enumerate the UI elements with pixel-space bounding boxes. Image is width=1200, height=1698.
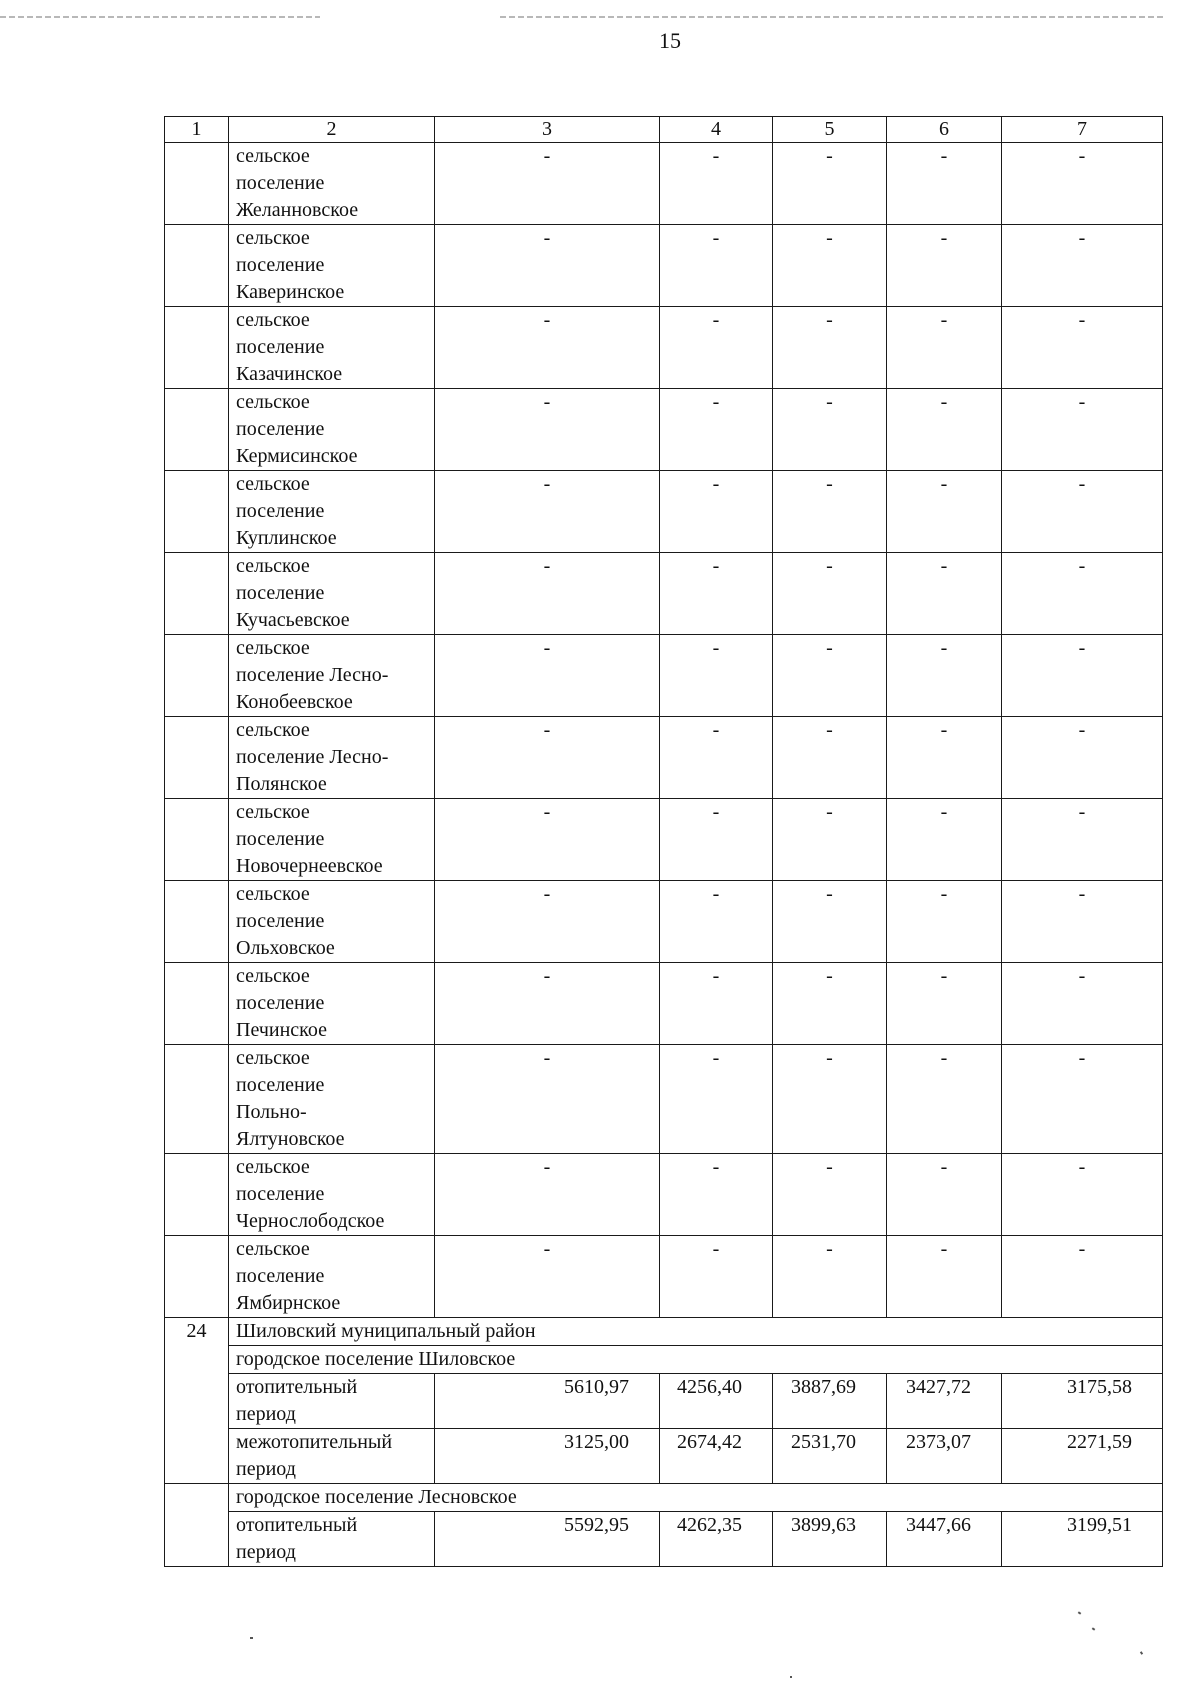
scan-speck <box>790 1676 792 1678</box>
settlement-row <box>165 635 1163 717</box>
settlement-name-cell <box>229 1045 435 1154</box>
page-number: 15 <box>659 28 681 53</box>
name-line: сельское <box>236 719 310 741</box>
name-line: Ялтуновское <box>236 1128 345 1150</box>
name-line: сельское <box>236 1238 310 1260</box>
name-line: поселение <box>236 500 325 522</box>
name-line: поселение Лесно- <box>236 664 389 686</box>
town-title-cell: городское поселение Шиловское <box>229 1346 1163 1374</box>
value-cell: - <box>887 225 1002 307</box>
row-number-cell <box>165 471 229 553</box>
row-number-cell <box>165 1236 229 1318</box>
value-cell: - <box>887 553 1002 635</box>
settlement-row <box>165 553 1163 635</box>
name-line: поселение <box>236 582 325 604</box>
tariff-value-cell: 3899,63 <box>773 1512 887 1567</box>
name-line: сельское <box>236 1047 310 1069</box>
name-line: Конобеевское <box>236 691 353 713</box>
name-line: Желанновское <box>236 199 359 221</box>
heating-period-row <box>165 1374 1163 1429</box>
value-cell: - <box>1002 881 1163 963</box>
row-number-cell <box>165 389 229 471</box>
name-line: Чернослободское <box>236 1210 385 1232</box>
value-cell: - <box>435 881 660 963</box>
settlement-row <box>165 881 1163 963</box>
tariff-value-cell: 3427,72 <box>887 1374 1002 1429</box>
name-line: поселение <box>236 910 325 932</box>
settlement-row <box>165 717 1163 799</box>
tariff-value-cell: 3887,69 <box>773 1374 887 1429</box>
value-cell: - <box>773 553 887 635</box>
value-cell: - <box>1002 143 1163 225</box>
tariff-value-cell: 4256,40 <box>660 1374 773 1429</box>
name-line: сельское <box>236 555 310 577</box>
value-cell: - <box>435 717 660 799</box>
name-line: Полянское <box>236 773 327 795</box>
tariff-value-cell: 5610,97 <box>435 1374 660 1429</box>
name-line: сельское <box>236 1156 310 1178</box>
value-cell: - <box>773 471 887 553</box>
name-line: сельское <box>236 965 310 987</box>
value-cell: - <box>660 553 773 635</box>
header-row <box>165 117 1163 143</box>
value-cell: - <box>773 143 887 225</box>
name-line: поселение Лесно- <box>236 746 389 768</box>
name-line: сельское <box>236 801 310 823</box>
name-line: поселение <box>236 828 325 850</box>
name-line: поселение <box>236 1183 325 1205</box>
settlement-name-cell <box>229 963 435 1045</box>
name-line: отопительный <box>236 1514 358 1536</box>
tariff-value-cell: 2674,42 <box>660 1429 773 1484</box>
tariff-value-cell: 5592,95 <box>435 1512 660 1567</box>
value-cell: - <box>773 717 887 799</box>
row-number-cell <box>165 1484 229 1567</box>
value-cell: - <box>660 225 773 307</box>
tariff-value-cell: 3125,00 <box>435 1429 660 1484</box>
value-cell: - <box>887 471 1002 553</box>
name-line: сельское <box>236 883 310 905</box>
name-line: Каверинское <box>236 281 345 303</box>
name-line: период <box>236 1458 296 1480</box>
settlement-name-cell <box>229 1154 435 1236</box>
name-line: Казачинское <box>236 363 343 385</box>
tariff-value-cell: 2373,07 <box>887 1429 1002 1484</box>
town-title-row <box>165 1484 1163 1512</box>
value-cell: - <box>1002 799 1163 881</box>
settlement-name-cell <box>229 553 435 635</box>
tariff-value-cell: 3175,58 <box>1002 1374 1163 1429</box>
value-cell: - <box>887 307 1002 389</box>
row-number-cell <box>165 1154 229 1236</box>
value-cell: - <box>660 717 773 799</box>
settlement-name-cell <box>229 717 435 799</box>
value-cell: - <box>435 799 660 881</box>
name-line: сельское <box>236 145 310 167</box>
settlement-name-cell <box>229 1236 435 1318</box>
value-cell: - <box>1002 389 1163 471</box>
settlement-row <box>165 1236 1163 1318</box>
value-cell: - <box>435 635 660 717</box>
value-cell: - <box>887 1045 1002 1154</box>
row-number-cell <box>165 881 229 963</box>
value-cell: - <box>773 389 887 471</box>
name-line: отопительный <box>236 1376 358 1398</box>
settlement-row <box>165 143 1163 225</box>
row-number-cell <box>165 1045 229 1154</box>
scan-speck <box>1092 1627 1096 1630</box>
name-line: поселение <box>236 418 325 440</box>
tariff-value-cell: 2531,70 <box>773 1429 887 1484</box>
header-cell: 3 <box>435 117 660 143</box>
value-cell: - <box>773 1154 887 1236</box>
value-cell: - <box>1002 1154 1163 1236</box>
settlement-row <box>165 307 1163 389</box>
value-cell: - <box>660 471 773 553</box>
period-name-cell <box>229 1429 435 1484</box>
tariff-value-cell: 4262,35 <box>660 1512 773 1567</box>
name-line: сельское <box>236 227 310 249</box>
value-cell: - <box>773 1236 887 1318</box>
period-name-cell <box>229 1512 435 1567</box>
value-cell: - <box>435 1236 660 1318</box>
value-cell: - <box>660 307 773 389</box>
value-cell: - <box>435 143 660 225</box>
name-line: Ямбирнское <box>236 1292 341 1314</box>
value-cell: - <box>887 799 1002 881</box>
row-number-cell <box>165 635 229 717</box>
name-line: Польно- <box>236 1101 307 1123</box>
name-line: сельское <box>236 391 310 413</box>
value-cell: - <box>887 717 1002 799</box>
name-line: Кермисинское <box>236 445 358 467</box>
value-cell: - <box>660 635 773 717</box>
name-line: Куплинское <box>236 527 337 549</box>
name-line: период <box>236 1403 296 1425</box>
scan-speck <box>1078 1611 1082 1614</box>
settlement-name-cell <box>229 799 435 881</box>
settlement-name-cell <box>229 881 435 963</box>
value-cell: - <box>773 307 887 389</box>
scan-edge-left <box>0 16 320 18</box>
settlement-row <box>165 799 1163 881</box>
value-cell: - <box>660 1045 773 1154</box>
name-line: поселение <box>236 336 325 358</box>
value-cell: - <box>660 389 773 471</box>
value-cell: - <box>773 1045 887 1154</box>
name-line: межотопительный <box>236 1431 393 1453</box>
row-number-cell <box>165 717 229 799</box>
value-cell: - <box>887 635 1002 717</box>
value-cell: - <box>435 553 660 635</box>
value-cell: - <box>1002 635 1163 717</box>
name-line: сельское <box>236 637 310 659</box>
value-cell: - <box>887 143 1002 225</box>
name-line: сельское <box>236 309 310 331</box>
value-cell: - <box>773 881 887 963</box>
value-cell: - <box>660 1154 773 1236</box>
district-name-cell: Шиловский муниципальный район <box>229 1318 1163 1346</box>
town-title-row <box>165 1346 1163 1374</box>
settlement-row <box>165 1154 1163 1236</box>
name-line: поселение <box>236 1265 325 1287</box>
name-line: Кучасьевское <box>236 609 350 631</box>
row-number-cell <box>165 225 229 307</box>
period-name-cell <box>229 1374 435 1429</box>
value-cell: - <box>435 963 660 1045</box>
header-cell: 6 <box>887 117 1002 143</box>
value-cell: - <box>1002 1045 1163 1154</box>
value-cell: - <box>887 1236 1002 1318</box>
settlement-name-cell <box>229 635 435 717</box>
name-line: сельское <box>236 473 310 495</box>
name-line: Новочернеевское <box>236 855 383 877</box>
value-cell: - <box>660 799 773 881</box>
value-cell: - <box>435 471 660 553</box>
settlement-name-cell <box>229 389 435 471</box>
value-cell: - <box>887 1154 1002 1236</box>
row-number-cell <box>165 307 229 389</box>
name-line: Ольховское <box>236 937 335 959</box>
value-cell: - <box>1002 717 1163 799</box>
row-number-cell <box>165 553 229 635</box>
tariff-table <box>164 116 1163 1567</box>
value-cell: - <box>660 963 773 1045</box>
settlement-name-cell <box>229 307 435 389</box>
district-number-cell: 24 <box>165 1318 229 1484</box>
value-cell: - <box>887 881 1002 963</box>
district-row <box>165 1318 1163 1346</box>
header-cell: 7 <box>1002 117 1163 143</box>
settlement-row <box>165 389 1163 471</box>
value-cell: - <box>660 881 773 963</box>
heating-period-row <box>165 1512 1163 1567</box>
value-cell: - <box>773 225 887 307</box>
scan-speck <box>250 1637 253 1639</box>
name-line: поселение <box>236 992 325 1014</box>
tariff-value-cell: 2271,59 <box>1002 1429 1163 1484</box>
value-cell: - <box>435 225 660 307</box>
settlement-row <box>165 471 1163 553</box>
town-title-cell: городское поселение Лесновское <box>229 1484 1163 1512</box>
settlement-row <box>165 963 1163 1045</box>
settlement-name-cell <box>229 143 435 225</box>
name-line: поселение <box>236 254 325 276</box>
value-cell: - <box>773 963 887 1045</box>
value-cell: - <box>1002 553 1163 635</box>
value-cell: - <box>435 1045 660 1154</box>
tariff-value-cell: 3199,51 <box>1002 1512 1163 1567</box>
settlement-name-cell <box>229 225 435 307</box>
value-cell: - <box>1002 307 1163 389</box>
value-cell: - <box>773 799 887 881</box>
scan-speck <box>1140 1651 1143 1655</box>
row-number-cell <box>165 963 229 1045</box>
tariff-value-cell: 3447,66 <box>887 1512 1002 1567</box>
row-number-cell <box>165 143 229 225</box>
name-line: период <box>236 1541 296 1563</box>
value-cell: - <box>660 1236 773 1318</box>
value-cell: - <box>1002 963 1163 1045</box>
settlement-name-cell <box>229 471 435 553</box>
value-cell: - <box>773 635 887 717</box>
value-cell: - <box>660 143 773 225</box>
value-cell: - <box>435 307 660 389</box>
settlement-row <box>165 1045 1163 1154</box>
header-cell: 1 <box>165 117 229 143</box>
name-line: Печинское <box>236 1019 327 1041</box>
value-cell: - <box>435 389 660 471</box>
value-cell: - <box>887 389 1002 471</box>
header-cell: 5 <box>773 117 887 143</box>
header-cell: 4 <box>660 117 773 143</box>
value-cell: - <box>1002 225 1163 307</box>
name-line: поселение <box>236 172 325 194</box>
value-cell: - <box>1002 1236 1163 1318</box>
value-cell: - <box>1002 471 1163 553</box>
name-line: поселение <box>236 1074 325 1096</box>
header-cell: 2 <box>229 117 435 143</box>
value-cell: - <box>887 963 1002 1045</box>
settlement-row <box>165 225 1163 307</box>
value-cell: - <box>435 1154 660 1236</box>
row-number-cell <box>165 799 229 881</box>
nonheating-period-row <box>165 1429 1163 1484</box>
scan-edge-right <box>500 16 1165 18</box>
